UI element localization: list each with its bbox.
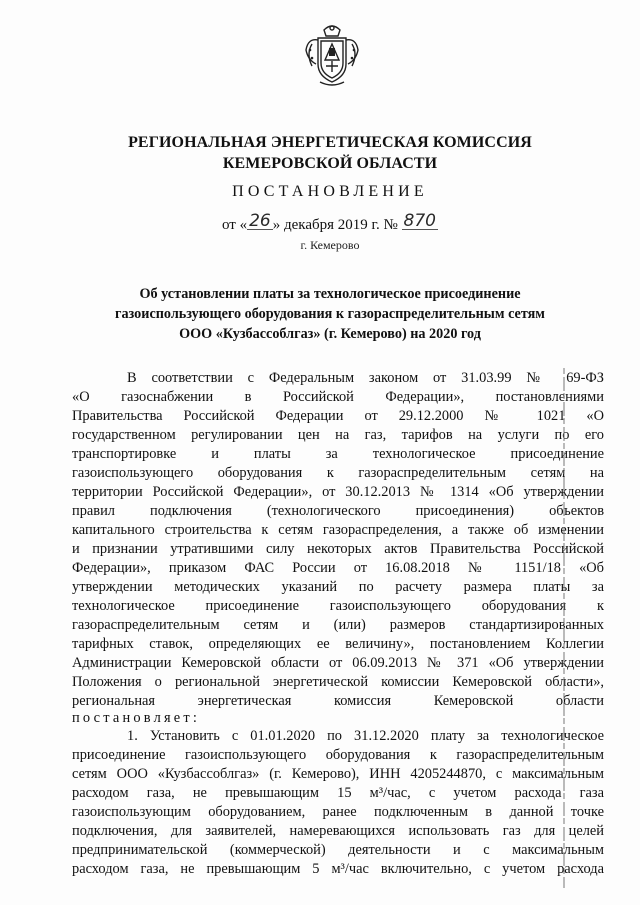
body-line: региональная энергетическая комиссия Кемеровской области — [72, 693, 604, 709]
body-line: подключения, для заявителей, намеревающихся использовать газ для целей — [72, 823, 604, 839]
coat-of-arms-icon — [302, 20, 362, 88]
date-line — [60, 211, 600, 234]
subject-line2: газоиспользующего оборудования к газораспределительным сетям — [115, 306, 545, 322]
subject-line1: Об установлении платы за технологическое присоединение — [139, 286, 521, 302]
body-line: предпринимательской (коммерческой) деятельности и с максимальным — [72, 842, 604, 858]
document-type: ПОСТАНОВЛЕНИЕ — [232, 183, 428, 200]
body-line: правил подключения (технологического присоединения) объектов — [72, 503, 604, 519]
date-middle: » декабря 2019 г. № — [272, 217, 398, 233]
body-line: территории Российской Федерации», от 30.12.2013 № 1314 «Об утверждении — [72, 484, 604, 500]
body-line: государственном регулировании цен на газ, тарифов на услуги по его — [72, 427, 604, 443]
body-line: расходом газа, не превышающим 15 м³/час, с учетом расхода газа — [72, 785, 604, 801]
date-prefix: от « — [221, 217, 248, 233]
city: г. Кемерово — [300, 238, 360, 252]
body-line: газоиспользующим оборудованием, ранее подключенным в данной точке — [72, 804, 604, 820]
scan-fold-line — [563, 368, 565, 888]
body-line: технологическое присоединение газоиспользующего оборудования к — [72, 598, 604, 614]
body-line: тарифных ставок, определяющих ее величину», постановлением Коллегии — [72, 636, 604, 652]
body-line: газораспределительным сетям и (или) размеров стандартизированных — [72, 617, 604, 633]
body-line: Правительства Российской Федерации от 29.12.2000 № 1021 «О — [72, 408, 604, 424]
body-line-resolves: постановляет: — [72, 710, 201, 726]
date-day-handwritten: 26 — [249, 211, 271, 231]
body-line: Администрации Кемеровской области от 06.09.2013 № 371 «Об утверждении — [72, 655, 604, 671]
body-line: капитального строительства к сетям газораспределения, а также об изменении — [72, 522, 604, 538]
body-line: и признании утратившими силу некоторых актов Правительства Российской — [72, 541, 604, 557]
organization-name-line1: РЕГИОНАЛЬНАЯ ЭНЕРГЕТИЧЕСКАЯ КОМИССИЯ — [128, 134, 532, 151]
body-line: присоединение газоиспользующего оборудования к газораспределительным — [72, 747, 604, 763]
body-line: расходом газа, не превышающим 5 м³/час включительно, с учетом расхода — [72, 861, 604, 877]
subject-line3: ООО «Кузбассоблгаз» (г. Кемерово) на 2020 год — [179, 326, 481, 342]
document-number-handwritten: 870 — [403, 211, 436, 231]
body-line: транспортировке и платы за технологическое присоединение — [72, 446, 604, 462]
body-line: «О газоснабжении в Российской Федерации», постановлениями — [72, 389, 604, 405]
body-line: Положения о региональной энергетической комиссии Кемеровской области», — [72, 674, 604, 690]
body-line: 1. Установить с 01.01.2020 по 31.12.2020 плату за технологическое — [127, 728, 604, 744]
organization-name-line2: КЕМЕРОВСКОЙ ОБЛАСТИ — [222, 155, 438, 172]
body-line: Федерации», приказом ФАС России от 16.08.2018 № 1151/18 «Об — [72, 560, 604, 576]
body-line: сетям ООО «Кузбассоблгаз» (г. Кемерово), ИНН 4205244870, с максимальным — [72, 766, 604, 782]
body-line: газоиспользующего оборудования к газораспределительным сетям на — [72, 465, 604, 481]
body-line: утверждении методических указаний по расчету размера платы за — [72, 579, 604, 595]
body-line: В соответствии с Федеральным законом от 31.03.99 № 69-ФЗ — [127, 370, 604, 386]
